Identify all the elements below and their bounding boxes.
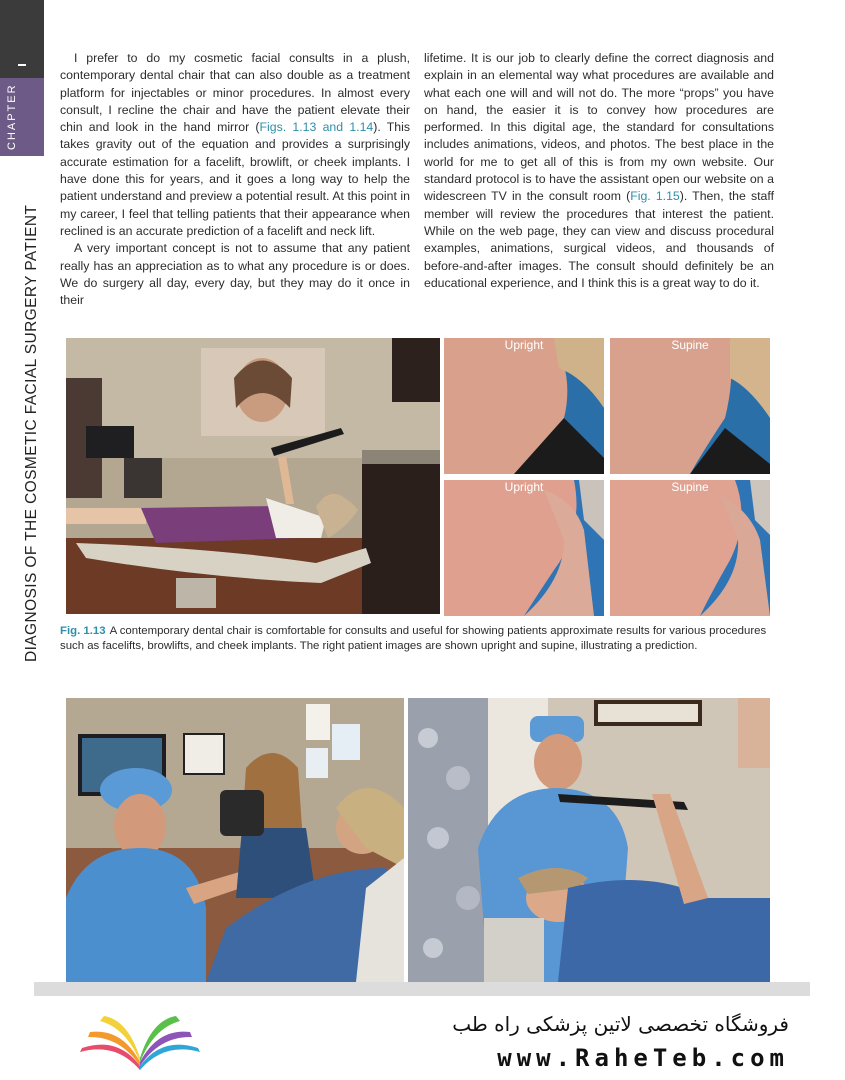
- caption-text: A contemporary dental chair is comfortable for consults and useful for showing patients approximate results for various procedures such as facelifts, browlifts, and cheek implants. The right patient images are shown upright and supine, illustrating a prediction.: [60, 625, 767, 652]
- panel-label: Upright: [504, 480, 544, 494]
- consult-room-photo: [66, 338, 440, 614]
- figure-caption: [60, 624, 772, 654]
- paragraph-text: ). Then, the staff member will review the procedures that interest the patient. While on the web page, they can view and discuss procedural examples, animations, surgical videos, and thousands of before-and-after images. The consult should definitely be an educational experience, and I think this is a great way to do it.: [424, 189, 774, 290]
- chapter-number-tab: [0, 0, 44, 78]
- reclined-mirror-photo: [408, 698, 770, 982]
- chapter-label: CHAPTER: [6, 83, 18, 150]
- figure-reference-link[interactable]: Fig. 1.15: [630, 189, 680, 204]
- panel-label: Supine: [671, 480, 709, 494]
- raheteb-logo: [78, 1006, 202, 1070]
- body-column-right: [424, 50, 774, 292]
- consult-mirror-photo: [66, 698, 404, 982]
- caption-strip: [34, 982, 810, 996]
- figure-label: Fig. 1.13: [60, 625, 106, 637]
- upright-supine-comparison: [444, 338, 770, 614]
- patient-a-supine-photo: [610, 338, 770, 474]
- paragraph-text: lifetime. It is our job to clearly define the correct diagnosis and explain in an elemental way what procedures are available and what each one will and will not do. The more “props” you have on hand, the easier it is to convey how procedures are performed. In this digital age, the standard for consultations includes animations, videos, and photos. The best place in the world for me to get all of this is from my own website. Our standard protocol is to have the assistant open our website on a widescreen TV in the consult room (: [424, 51, 774, 204]
- patient-b-supine-photo: [610, 480, 770, 616]
- figure-reference-link[interactable]: Figs. 1.13 and 1.14: [259, 120, 374, 135]
- body-column-left: [60, 50, 410, 309]
- patient-a-upright-photo: [444, 338, 604, 474]
- paragraph: A very important concept is not to assume that any patient really has an appreciation as to what any procedure is or does. We do surgery all day, every day, but they may do it once in their: [60, 241, 410, 308]
- paragraph-text: ). This takes gravity out of the equation and provides a surprisingly accurate estimation for a facelift, browlift, or cheek implants. I have done this for years, and it goes a long way to help the patient understand and preview a potential result. At this point in my career, I feel that telling patients that their appearance when reclined is an accurate prediction of a facelift and neck lift.: [60, 120, 411, 238]
- chapter-number-mark: [18, 64, 26, 66]
- patient-b-upright-photo: [444, 480, 604, 616]
- chapter-running-title: DIAGNOSIS OF THE COSMETIC FACIAL SURGERY PATIENT: [23, 204, 40, 662]
- watermark-website-link[interactable]: www.RaheTeb.com: [497, 1044, 789, 1072]
- paragraph: [60, 50, 410, 240]
- paragraph-text: I prefer to do my cosmetic facial consults in a plush, contemporary dental chair that can also double as a treatment platform for injectables or minor procedures. In almost every consult, I recline the chair and have the patient elevate their chin and look in the hand mirror (: [60, 51, 410, 135]
- watermark-store-name: فروشگاه تخصصی لاتین پزشکی راه طب: [452, 1012, 789, 1036]
- panel-label: Supine: [671, 338, 709, 352]
- paragraph: [424, 50, 774, 292]
- panel-label: Upright: [504, 338, 544, 352]
